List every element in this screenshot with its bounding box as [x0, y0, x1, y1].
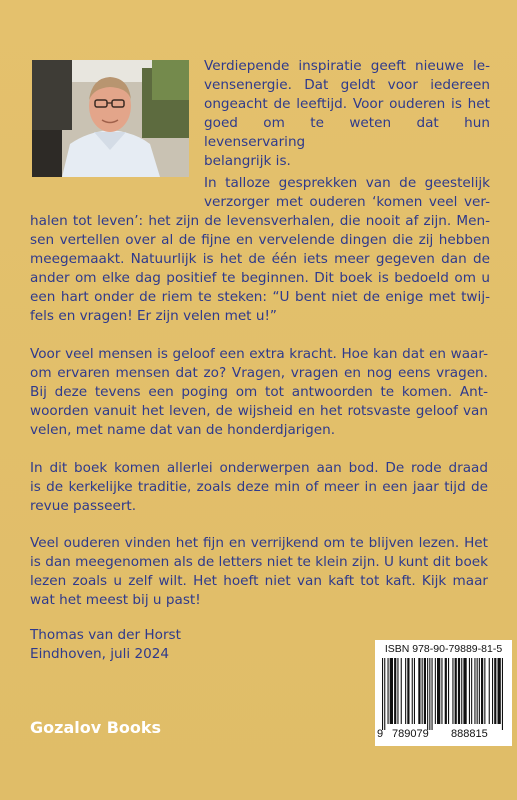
- barcode-bar: [481, 658, 483, 724]
- text-line: Voor veel mensen is geloof een extra kracht. Hoe kan dat en waar-: [30, 346, 488, 362]
- text-line: woorden vanuit het leven, de wijsheid en het rotsvaste geloof van: [30, 403, 488, 419]
- barcode-bar: [390, 658, 393, 724]
- barcode-digit-group-1: 789079: [392, 728, 429, 740]
- barcode-bar: [407, 658, 409, 724]
- barcode-bar: [382, 658, 383, 730]
- barcode-bar: [448, 658, 449, 724]
- text-line: In talloze gesprekken van de geestelijk: [204, 175, 490, 191]
- text-line: Veel ouderen vinden het fijn en verrijkend om te blijven lezen. Het: [30, 535, 488, 551]
- barcode-bar: [412, 658, 413, 724]
- text-line: lezen zoals u zelf wilt. Het hoeft niet van kaft tot kaft. Kijk maar: [30, 573, 488, 589]
- barcode-bar: [492, 658, 493, 724]
- barcode-bar: [441, 658, 442, 724]
- barcode-bar: [401, 658, 402, 724]
- barcode-bar: [484, 658, 485, 724]
- barcode-bar: [427, 658, 428, 730]
- text-line: halen tot leven’: het zijn de levensverhalen, die nooit af zijn. Men-: [30, 213, 490, 229]
- text-line: fels en vragen! Er zijn velen met u!”: [30, 308, 277, 324]
- barcode-bar: [394, 658, 396, 724]
- barcode-bar: [458, 658, 460, 724]
- paragraph-4: [30, 459, 488, 516]
- barcode-bar: [477, 658, 478, 724]
- barcode-bar: [474, 658, 475, 724]
- text-line: In dit boek komen allerlei onderwerpen aan bod. De rode draad: [30, 460, 488, 476]
- barcode-bar: [432, 658, 433, 730]
- text-line: goed om te weten dat hun levenservaring: [204, 115, 490, 150]
- text-line: wat het meest bij u past!: [30, 592, 201, 608]
- barcode-bar: [422, 658, 423, 724]
- text-line: is dan meegenomen als de letters niet te klein zijn. U kunt dit boek: [30, 554, 488, 570]
- barcode-bar: [445, 658, 447, 724]
- text-line: ander om elke dag positief te beginnen. Dit boek is bedoeld om u: [30, 270, 490, 286]
- barcode-bar: [435, 658, 436, 724]
- isbn-label: ISBN 978-90-79889-81-5: [384, 643, 503, 655]
- text-line: belangrijk is.: [204, 153, 291, 169]
- paragraph-5: [30, 534, 488, 610]
- intro-paragraph: [204, 57, 490, 171]
- text-line: velen, met name dat van de honderdjarigen.: [30, 422, 336, 438]
- barcode-bar: [479, 658, 480, 724]
- barcode-bars: [382, 658, 505, 730]
- barcode-digit-group-2: 888815: [451, 728, 488, 740]
- text-line: Verdiepende inspiratie geeft nieuwe le-: [204, 58, 490, 74]
- paragraph-3: [30, 345, 488, 440]
- barcode-bar: [461, 658, 462, 724]
- text-line: meegemaakt. Natuurlijk is het de één iets meer gegeven dan de: [30, 251, 490, 267]
- paragraph-2-top: [204, 174, 490, 212]
- barcode-bar: [463, 658, 466, 724]
- text-line: een hart onder de riem te steken: “U bent niet de enige met twij-: [30, 289, 490, 305]
- barcode-bar: [384, 658, 385, 730]
- barcode-bar: [405, 658, 406, 724]
- barcode-bar: [418, 658, 420, 724]
- author-name: Thomas van der Horst: [30, 627, 181, 643]
- barcode-digit-first: 9: [377, 728, 384, 740]
- text-line: ongeacht de leeftijd. Voor ouderen is het: [204, 96, 490, 112]
- barcode-bar: [498, 658, 501, 724]
- text-line: sen vertellen over al de fijne en vervelende dingen die zij hebben: [30, 232, 490, 248]
- text-line: vensenergie. Dat geldt voor iedereen: [204, 77, 490, 93]
- barcode-bar: [469, 658, 470, 724]
- signature: [30, 626, 181, 664]
- barcode-bar: [397, 658, 398, 724]
- text-line: verzorger met ouderen ‘komen veel ver-: [204, 194, 490, 210]
- barcode-bar: [502, 658, 503, 730]
- place-date: Eindhoven, juli 2024: [30, 646, 170, 662]
- text-line: om ervaren mensen dat zo? Vragen, vragen en nog eens vragen.: [30, 365, 488, 381]
- barcode-bar: [437, 658, 440, 724]
- barcode-bar: [424, 658, 426, 724]
- barcode-bar: [471, 658, 472, 724]
- barcode-bar: [452, 658, 453, 724]
- barcode-bar: [455, 658, 457, 724]
- barcode-bar: [388, 658, 389, 724]
- barcode-bar: [494, 658, 496, 724]
- barcode-bar: [429, 658, 430, 730]
- text-line: revue passeert.: [30, 498, 137, 514]
- publisher-name: Gozalov Books: [30, 718, 162, 737]
- isbn-barcode: [375, 640, 512, 746]
- barcode-bar: [489, 658, 490, 724]
- paragraph-2: [30, 212, 490, 326]
- text-line: Bij deze tevens een poging om tot antwoorden te komen. Ant-: [30, 384, 488, 400]
- author-photo: [32, 60, 189, 177]
- barcode-bar: [414, 658, 415, 724]
- text-line: is de kerkelijke traditie, zoals deze min of meer in een jaar tijd de: [30, 479, 488, 495]
